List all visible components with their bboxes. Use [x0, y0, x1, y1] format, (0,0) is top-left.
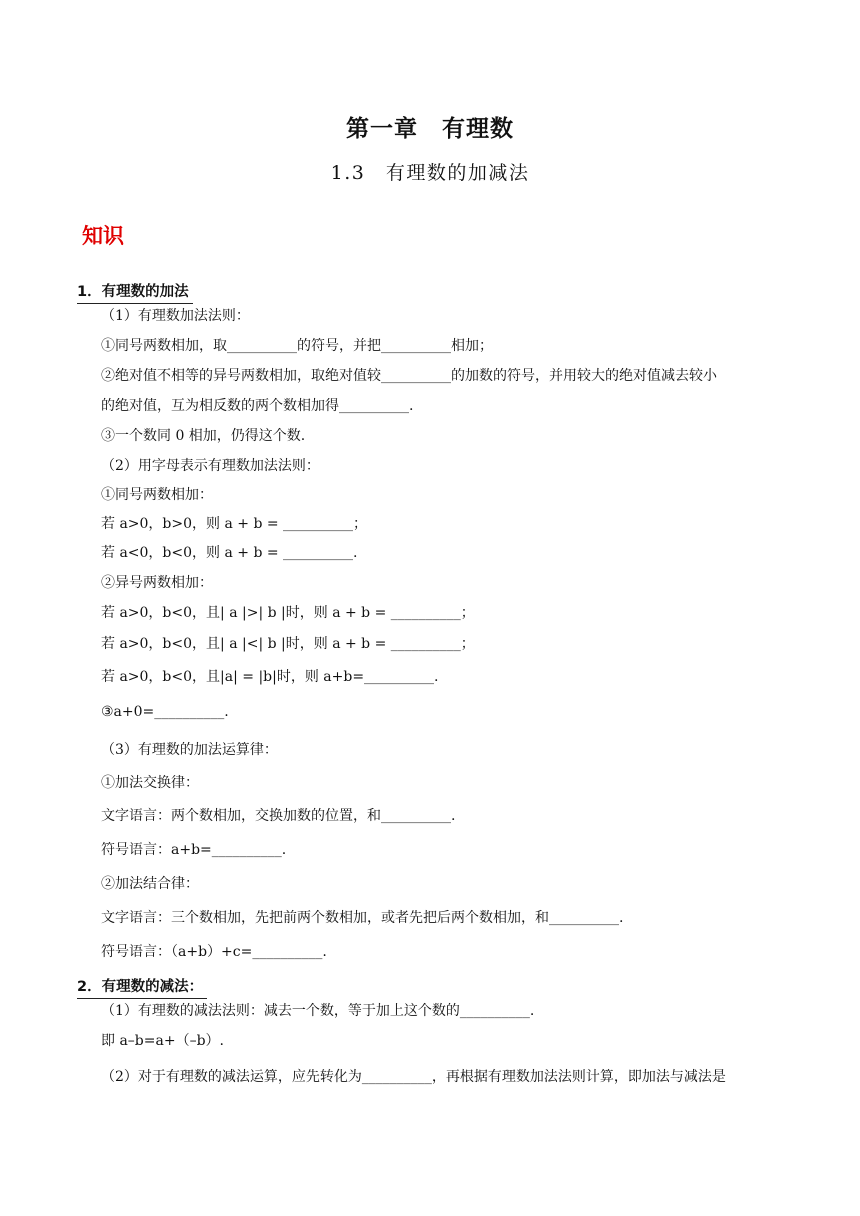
text-line: ②绝对值不相等的异号两数相加，取绝对值较__________的加数的符号，并用较大的绝对值减去较小: [101, 368, 717, 384]
text-line: 若 a>0，b>0，则 a + b = __________；: [101, 516, 368, 532]
text-line: 若 a>0，b<0，且|a| = |b|时，则 a+b=__________.: [101, 669, 439, 685]
text-line: （1）有理数加法法则：: [101, 308, 250, 324]
section-heading-subtraction: [77, 975, 203, 996]
text-line: 文字语言：三个数相加，先把前两个数相加，或者先把后两个数相加，和__________.: [101, 910, 624, 926]
section-title: 1.3 有理数的加减法: [330, 162, 530, 184]
text-line: ①加法交换律：: [101, 775, 199, 791]
text-line: 若 a>0，b<0，且| a |<| b |时，则 a + b = __________；: [101, 636, 475, 652]
heading-underline: [77, 303, 193, 304]
text-line: ③一个数同 0 相加，仍得这个数.: [101, 428, 306, 444]
text-line: （1）有理数的减法法则：减去一个数，等于加上这个数的__________.: [101, 1003, 535, 1019]
text-line: ①同号两数相加，取__________的符号，并把__________相加；: [101, 338, 493, 354]
text-line: 的绝对值，互为相反数的两个数相加得__________.: [101, 398, 414, 414]
knowledge-heading: 知识: [82, 224, 124, 248]
section-heading-text: 2．有理数的减法：: [77, 979, 204, 995]
text-line: 文字语言：两个数相加，交换加数的位置，和__________.: [101, 808, 456, 824]
text-line: ①同号两数相加：: [101, 487, 213, 503]
text-line: （2）对于有理数的减法运算，应先转化为__________，再根据有理数加法法则计算，即加法与减法是: [101, 1069, 726, 1085]
text-line: 符号语言：（a+b）+c=__________.: [101, 944, 327, 960]
text-line: （3）有理数的加法运算律：: [101, 742, 278, 758]
text-line: 符号语言：a+b=__________.: [101, 842, 287, 858]
text-line: 若 a<0，b<0，则 a + b = __________.: [101, 545, 358, 561]
text-line: 若 a>0，b<0，且| a |>| b |时，则 a + b = __________；: [101, 605, 475, 621]
text-line: ②加法结合律：: [101, 876, 199, 892]
text-line: 即 a–b=a+（–b）.: [101, 1033, 224, 1049]
section-heading-addition: [77, 280, 189, 301]
text-line: ③a+0=__________.: [101, 704, 229, 720]
chapter-title: 第一章 有理数: [346, 116, 514, 142]
section-heading-text: 1．有理数的加法: [77, 284, 189, 300]
text-line: ②异号两数相加：: [101, 575, 213, 591]
text-line: （2）用字母表示有理数加法法则：: [101, 458, 320, 474]
heading-underline: [77, 998, 207, 999]
